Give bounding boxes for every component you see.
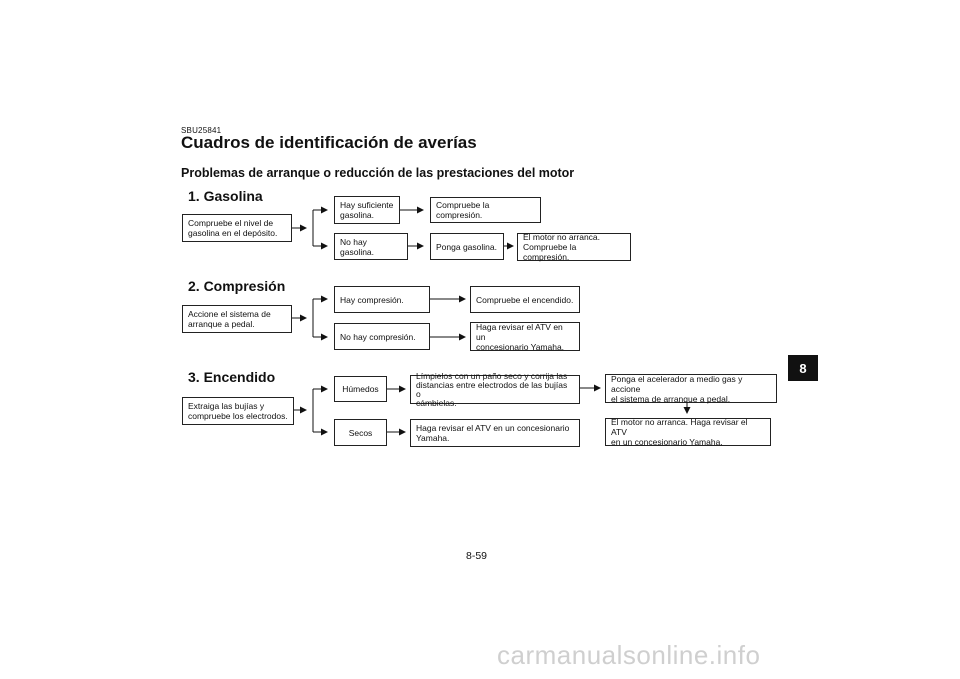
box-dealer-check-ignition [410,419,580,447]
box-dry [334,419,387,446]
section-title-gasolina: 1. Gasolina [188,188,263,204]
box-text: Húmedos [342,384,379,394]
box-no-compression [334,323,430,350]
box-text: No hay gasolina. [340,236,375,257]
box-text: Haga revisar el ATV en un concesionario Yamaha. [416,423,570,443]
box-text: Ponga gasolina. [436,241,497,252]
section-title-encendido: 3. Encendido [188,369,276,385]
page-title: Cuadros de identificación de averías [181,133,477,152]
page-number: 8-59 [466,550,488,562]
box-engine-no-start-dealer [605,418,771,446]
box-text: El motor no arranca. Haga revisar el ATV en un concesionario Yamaha. [611,417,748,447]
box-has-compression [334,286,430,313]
box-text: Hay suficiente gasolina. [340,200,394,220]
box-text: Compruebe la compresión. [436,200,490,220]
box-add-fuel [430,233,504,260]
box-half-throttle-kick [605,374,777,403]
box-text: No hay compresión. [340,331,416,342]
box-text: Compruebe el encendido. [476,294,574,305]
section-code: SBU25841 [181,126,222,135]
watermark: carmanualsonline.info [497,640,761,670]
box-text: Accione el sistema de arranque a pedal. [188,309,271,329]
box-dealer-check-compression [470,322,580,351]
box-remove-spark-plugs [182,397,294,425]
box-operate-kick-starter [182,305,292,333]
box-clean-plugs [410,370,580,408]
box-text: Límpielos con un paño seco y corrija las distancias entre electrodos de las bujías o cámbielas. [416,370,568,408]
box-engine-no-start-check-compression [517,233,631,261]
box-text: Haga revisar el ATV en un concesionario Yamaha. [476,321,565,352]
section-title-compresion: 2. Compresión [188,278,286,294]
box-text: Ponga el acelerador a medio gas y accione el sistema de arranque a pedal. [611,373,743,404]
box-text: Compruebe el nivel de gasolina en el depósito. [188,218,278,238]
box-check-compression [430,197,541,223]
box-text: El motor no arranca. Compruebe la compresión. [523,232,601,262]
chapter-tab: 8 [788,355,818,381]
box-check-fuel-level [182,214,292,242]
box-wet [334,376,387,402]
box-no-fuel [334,233,408,260]
box-text: Secos [348,427,373,438]
box-enough-fuel [334,196,400,224]
box-check-ignition [470,286,580,313]
box-text: Hay compresión. [340,294,404,305]
page-subtitle: Problemas de arranque o reducción de las prestaciones del motor [181,166,575,180]
box-text: Extraiga las bujías y compruebe los electrodos. [188,401,288,421]
